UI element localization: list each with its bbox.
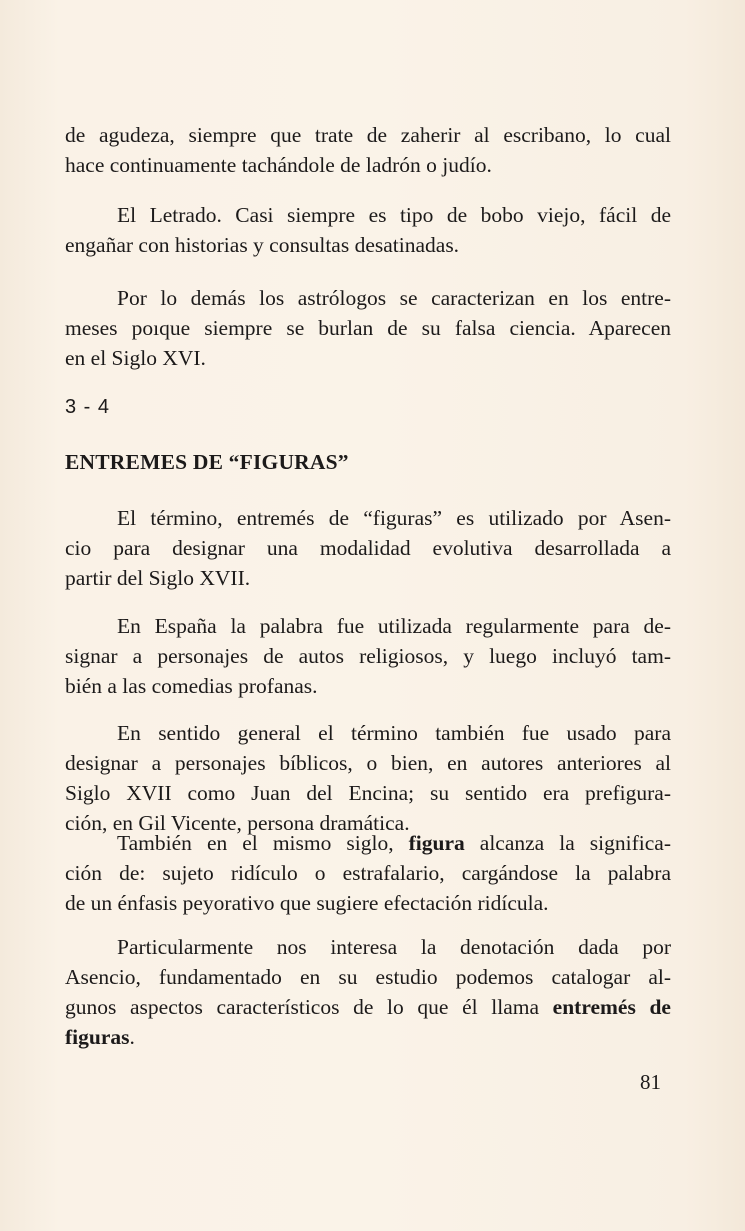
- text-line: en el Siglo XVI.: [65, 346, 206, 370]
- text-line: engañar con historias y consultas desatinadas.: [65, 233, 460, 257]
- text-line: ción, en Gil Vicente, persona dramática.: [65, 811, 410, 835]
- text-line: Particularmente nos interesa la denotación dada por: [117, 935, 671, 959]
- paragraph-continuation: [65, 120, 671, 180]
- text-line: ción de: sujeto ridículo o estrafalario, cargándose la palabra: [65, 861, 671, 885]
- text-line: de un énfasis peyorativo que sugiere efectación ridícula.: [65, 891, 549, 915]
- text-line: En sentido general el término también fue usado para: [117, 721, 671, 745]
- emphasis-entremes-de: entremés de: [552, 995, 671, 1019]
- text-line: bién a las comedias profanas.: [65, 674, 318, 698]
- text-line: cio para designar una modalidad evolutiva desarrollada a: [65, 536, 671, 560]
- text-line: signar a personajes de autos religiosos, y luego incluyó tam-: [65, 644, 671, 668]
- text-run: gunos aspectos característicos de lo que él llama: [65, 995, 553, 1019]
- text-line: Por lo demás los astrólogos se caracterizan en los entre-: [117, 286, 671, 310]
- paragraph-particularmente: [65, 932, 671, 1052]
- text-line: Asencio, fundamentado en su estudio podemos catalogar al-: [65, 965, 671, 989]
- paragraph-astrologos: [65, 283, 671, 373]
- paragraph-sentido-general: [65, 718, 671, 838]
- text-line: hace continuamente tachándole de ladrón o judío.: [65, 153, 492, 177]
- section-heading: ENTREMES DE “FIGURAS”: [65, 450, 349, 474]
- text-run: También en el mismo siglo,: [117, 831, 409, 855]
- paragraph-termino: [65, 503, 671, 593]
- text-line: [65, 992, 671, 1022]
- paragraph-tambien: [65, 828, 671, 918]
- text-line: de agudeza, siempre que trate de zaherir al escribano, lo cual: [65, 123, 671, 147]
- text-line: En España la palabra fue utilizada regularmente para de-: [117, 614, 671, 638]
- text-run: .: [129, 1025, 135, 1049]
- text-run: alcanza la significa-: [464, 831, 671, 855]
- paragraph-letrado: [65, 200, 671, 260]
- paragraph-espana: [65, 611, 671, 701]
- emphasis-figura: figura: [408, 831, 465, 855]
- emphasis-figuras: figuras: [65, 1025, 130, 1049]
- text-line: designar a personajes bíblicos, o bien, en autores anteriores al: [65, 751, 671, 775]
- text-line: meses poıque siempre se burlan de su falsa ciencia. Aparecen: [65, 316, 671, 340]
- text-line: El término, entremés de “figuras” es utilizado por Asen-: [117, 506, 671, 530]
- section-number: 3 - 4: [65, 396, 111, 418]
- text-line: El Letrado. Casi siempre es tipo de bobo viejo, fácil de: [117, 203, 671, 227]
- text-line: partir del Siglo XVII.: [65, 566, 251, 590]
- text-line: [65, 828, 671, 858]
- page-number: 81: [640, 1070, 661, 1094]
- text-line: [65, 1022, 671, 1052]
- text-line: Siglo XVII como Juan del Encina; su sentido era prefigura-: [65, 781, 671, 805]
